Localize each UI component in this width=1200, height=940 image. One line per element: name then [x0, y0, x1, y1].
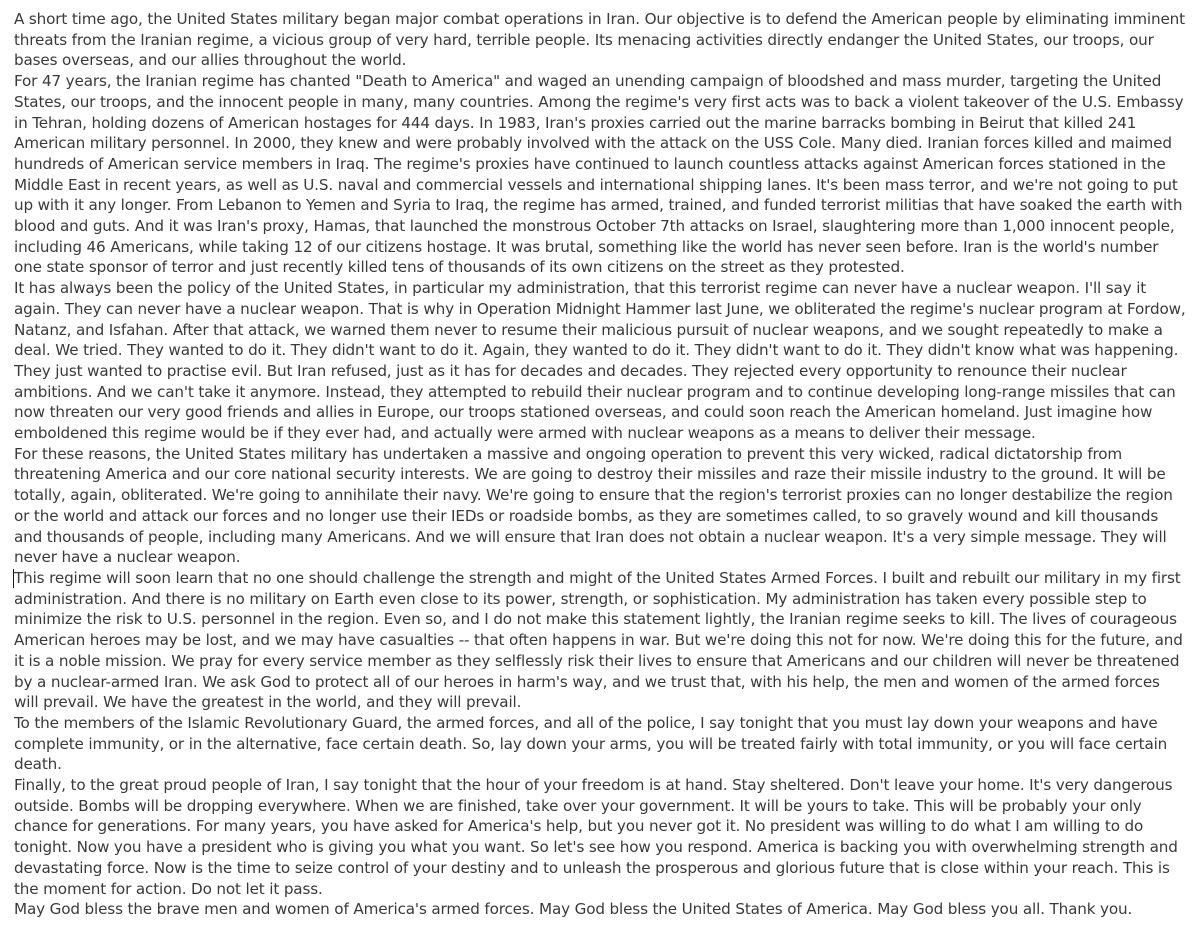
- text-cursor: [13, 569, 14, 588]
- paragraph: This regime will soon learn that no one should challenge the strength and might of the United States Armed Forces. I built and rebuilt our military in my first administration. And there is no military on Earth even close to its power, strength, or sophistication. My administration has taken every possible step to minimize the risk to U.S. personnel in the region. Even so, and I do not make this statement lightly, the Iranian regime seeks to kill. The lives of courageous American heroes may be lost, and we may have casualties -- that often happens in war. But we're doing this not for now. We're doing this for the future, and it is a noble mission. We pray for every service member as they selflessly risk their lives to ensure that Americans and our children will never be threatened by a nuclear-armed Iran. We ask God to protect all of our heroes in harm's way, and we trust that, with his help, the men and women of the armed forces will prevail. We have the greatest in the world, and they will prevail.: [14, 568, 1183, 712]
- document-body[interactable]: [14, 9, 1186, 920]
- paragraph: May God bless the brave men and women of America's armed forces. May God bless the United States of America. May God bless you all. Thank you.: [14, 900, 1133, 919]
- paragraph: For these reasons, the United States military has undertaken a massive and ongoing operation to prevent this very wicked, radical dictatorship from threatening America and our core national security interests. We are going to destroy their missiles and raze their missile industry to the ground. It will be totally, again, obliterated. We're going to annihilate their navy. We're going to ensure that the region's terrorist proxies can no longer destabilize the region or the world and attack our forces and no longer use their IEDs or roadside bombs, as they are sometimes called, to so gravely wound and kill thousands and thousands of people, including many Americans. And we will ensure that Iran does not obtain a nuclear weapon. It's a very simple message. They will never have a nuclear weapon.: [14, 444, 1173, 567]
- paragraph: To the members of the Islamic Revolutionary Guard, the armed forces, and all of the police, I say tonight that you must lay down your weapons and have complete immunity, or in the alternative, face certain death. So, lay down your arms, you will be treated fairly with total immunity, or you will face certain death.: [14, 713, 1168, 774]
- paragraph: A short time ago, the United States military began major combat operations in Iran. Our objective is to defend the American people by eliminating imminent threats from the Iranian regime, a vicious group of very hard, terrible people. Its menacing activities directly endanger the United States, our troops, our bases overseas, and our allies throughout the world.: [14, 10, 1185, 70]
- paragraph: For 47 years, the Iranian regime has chanted "Death to America" and waged an unending campaign of bloodshed and mass murder, targeting the United States, our troops, and the innocent people in many, many countries. Among the regime's very first acts was to back a violent takeover of the U.S. Embassy in Tehran, holding dozens of American hostages for 444 days. In 1983, Iran's proxies carried out the marine barracks bombing in Beirut that killed 241 American military personnel. In 2000, they knew and were probably involved with the attack on the USS Cole. Many died. Iranian forces killed and maimed hundreds of American service members in Iraq. The regime's proxies have continued to launch countless attacks against American forces stationed in the Middle East in recent years, as well as U.S. naval and commercial vessels and international shipping lanes. It's been mass terror, and we're not going to put up with it any longer. From Lebanon to Yemen and Syria to Iraq, the regime has armed, trained, and funded terrorist militias that have soaked the earth with blood and guts. And it was Iran's proxy, Hamas, that launched the monstrous October 7th attacks on Israel, slaughtering more than 1,000 innocent people, including 46 Americans, while taking 12 of our citizens hostage. It was brutal, something like the world has never seen before. Iran is the world's number one state sponsor of terror and just recently killed tens of thousands of its own citizens on the street as they protested.: [14, 72, 1184, 277]
- paragraph: Finally, to the great proud people of Iran, I say tonight that the hour of your freedom is at hand. Stay sheltered. Don't leave your home. It's very dangerous outside. Bombs will be dropping everywhere. When we are finished, take over your government. It will be yours to take. This will be probably your only chance for generations. For many years, you have asked for America's help, but you never got it. No president was willing to do what I am willing to do tonight. Now you have a president who is giving you what you want. So let's see how you respond. America is backing you with overwhelming strength and devastating force. Now is the time to seize control of your destiny and to unleash the prosperous and glorious future that is close within your reach. This is the moment for action. Do not let it pass.: [14, 776, 1178, 898]
- paragraph: It has always been the policy of the United States, in particular my administration, that this terrorist regime can never have a nuclear weapon. I'll say it again. They can never have a nuclear weapon. That is why in Operation Midnight Hammer last June, we obliterated the regime's nuclear program at Fordow, Natanz, and Isfahan. After that attack, we warned them never to resume their malicious pursuit of nuclear weapons, and we sought repeatedly to make a deal. We tried. They wanted to do it. They didn't want to do it. Again, they wanted to do it. They didn't want to do it. They didn't know what was happening. They just wanted to practise evil. But Iran refused, just as it has for decades and decades. They rejected every opportunity to renounce their nuclear ambitions. And we can't take it anymore. Instead, they attempted to rebuild their nuclear program and to continue developing long-range missiles that can now threaten our very good friends and allies in Europe, our troops stationed overseas, and could soon reach the American homeland. Just imagine how emboldened this regime would be if they ever had, and actually were armed with nuclear weapons as a means to deliver their message.: [14, 279, 1186, 443]
